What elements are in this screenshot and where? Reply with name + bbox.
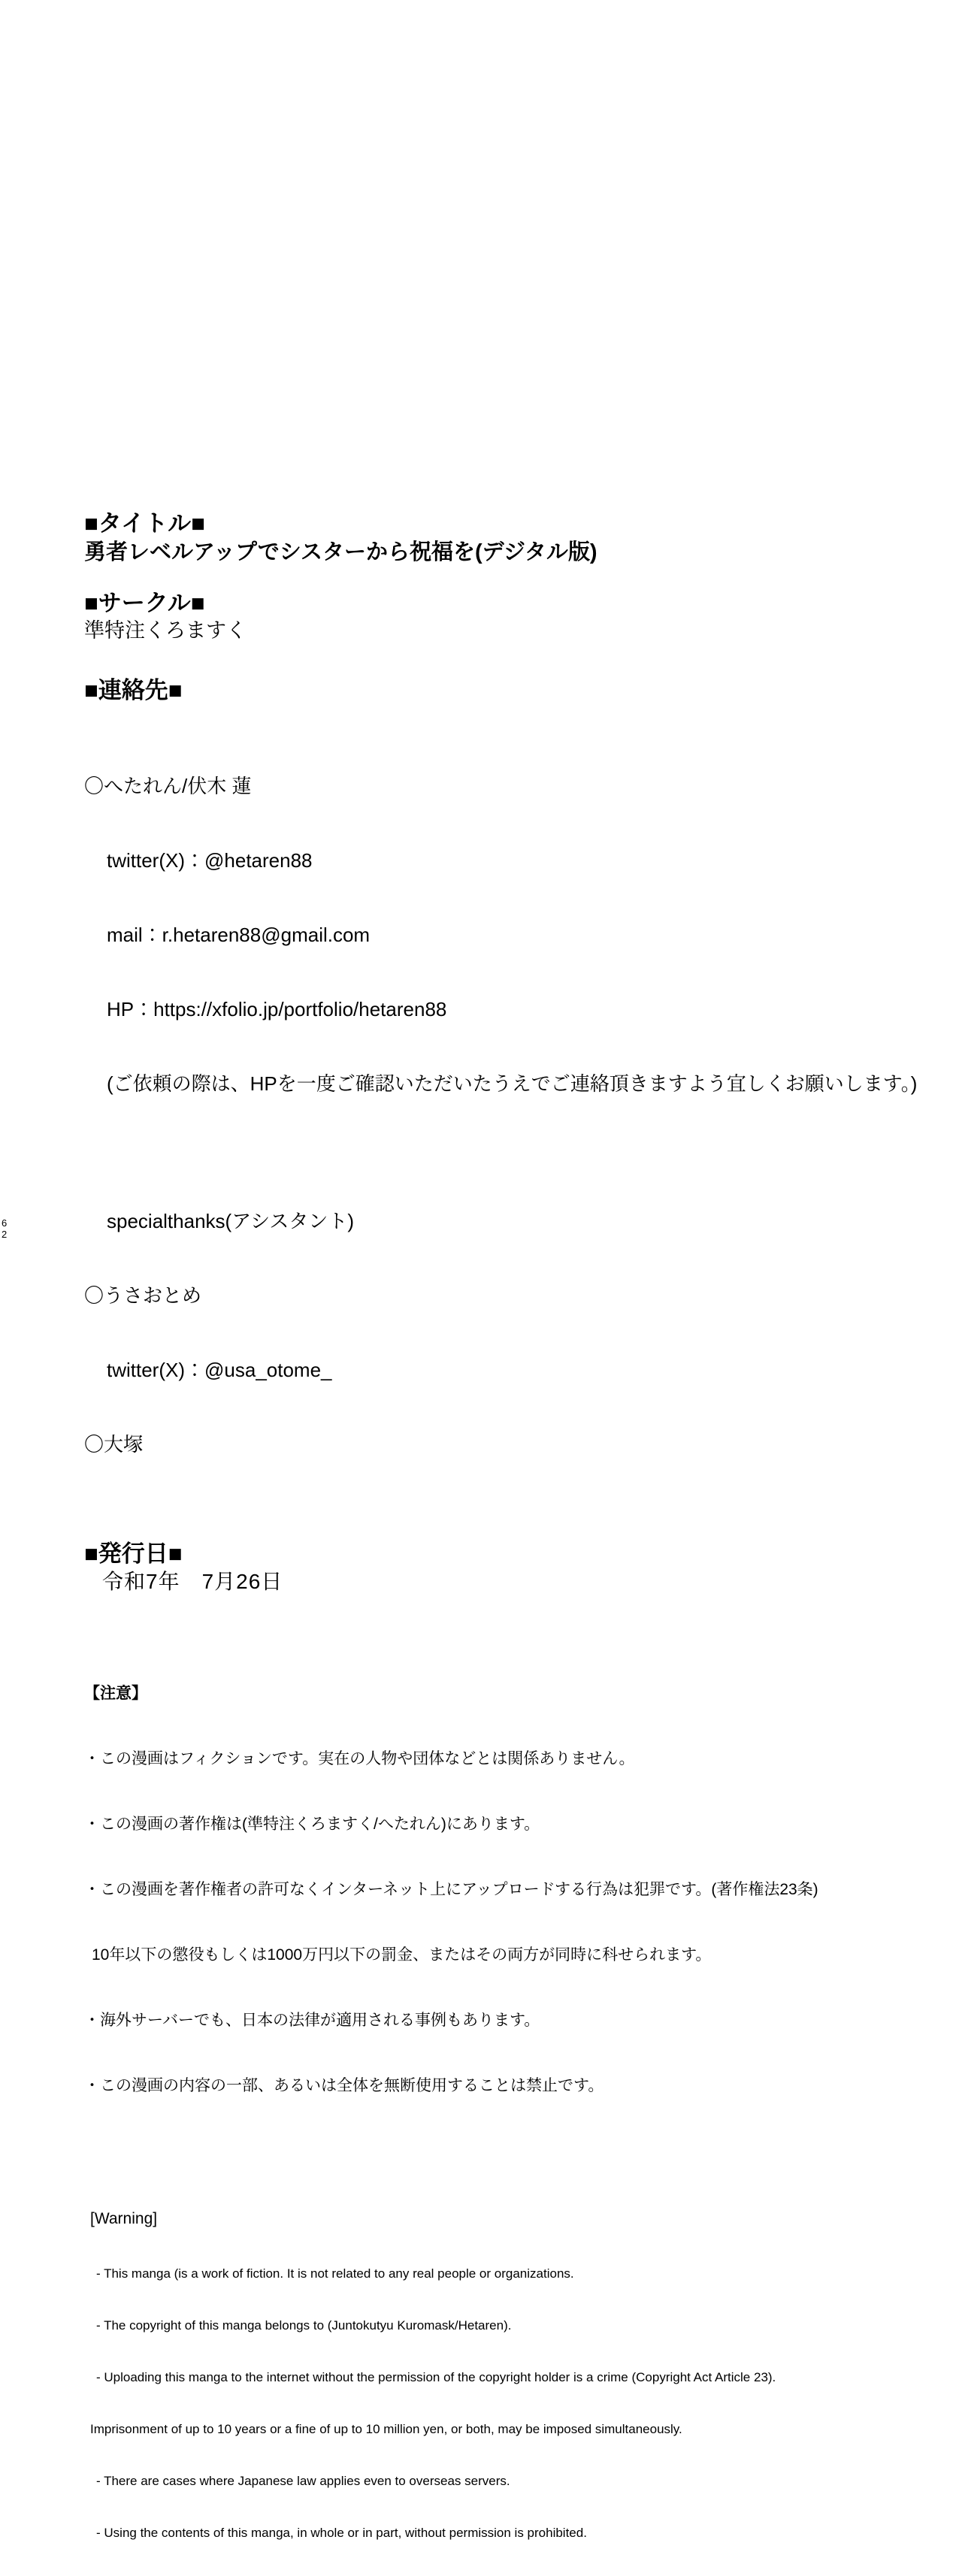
assistant-1-twitter: twitter(X)：@usa_otome_	[107, 1359, 332, 1381]
pubdate-section	[84, 1540, 881, 1595]
contact-section	[84, 676, 918, 1507]
contact-twitter: twitter(X)：@hetaren88	[107, 849, 313, 872]
notice-heading: 【注意】	[84, 1685, 147, 1702]
warning-line: - Using the contents of this manga, in whole or in part, without permission is prohibited.	[96, 2526, 587, 2540]
spacer-2	[84, 643, 881, 676]
warning-line: - The copyright of this manga belongs to (Juntokutyu Kuromask/Hetaren).	[96, 2318, 512, 2333]
contact-details	[84, 724, 918, 1507]
notice-section	[84, 1639, 881, 2140]
circle-section	[84, 589, 881, 643]
contact-mail: mail：r.hetaren88@gmail.com	[107, 924, 371, 946]
warning-line: - There are cases where Japanese law applies even to overseas servers.	[96, 2474, 510, 2488]
assistant-1: 〇うさおとめ	[84, 1284, 202, 1307]
notice-line: ・この漫画の内容の一部、あるいは全体を無断使用することは禁止です。	[84, 2077, 604, 2094]
warning-line: - This manga (is a work of fiction. It is not related to any real people or organizations.	[96, 2266, 574, 2281]
pubdate-value: 令和7年 7月26日	[102, 1570, 283, 1593]
notice-line: ・海外サーバーでも、日本の法律が適用される事例もあります。	[84, 2012, 540, 2029]
notice-line: 10年以下の懲役もしくは1000万円以下の罰金、またはその両方が同時に科せられます。	[92, 1946, 712, 1964]
notice-line: ・この漫画はフィクションです。実在の人物や団体などとは関係ありません。	[84, 1750, 635, 1767]
title-section	[84, 509, 881, 567]
spacer-3	[84, 1507, 881, 1540]
warning-section	[90, 2173, 881, 2576]
page-number	[2, 1217, 12, 1240]
page-number-digit-1: 6	[2, 1217, 8, 1229]
warning-line: - Uploading this manga to the internet without the permission of the copyright holder is a crime (Copyright Act Article 23).	[96, 2370, 776, 2384]
special-thanks-label: specialthanks(アシスタント)	[107, 1210, 355, 1232]
warning-heading: [Warning]	[90, 2210, 158, 2227]
contact-note: (ご依頼の際は、HPを一度ご確認いただいたうえでご連絡頂きますよう宜しくお願いします。)	[107, 1072, 918, 1095]
notice-line: ・この漫画の著作権は(準特注くろますく/へたれん)にあります。	[84, 1816, 540, 1833]
contact-heading: ■連絡先■	[84, 677, 183, 703]
circle-value: 準特注くろますく	[84, 619, 247, 642]
assistant-2: 〇大塚	[84, 1433, 144, 1456]
page-number-digit-2: 2	[2, 1229, 8, 1240]
warning-line: Imprisonment of up to 10 years or a fine of up to 10 million yen, or both, may be imposed simultaneously.	[90, 2422, 682, 2436]
notice-line: ・この漫画を著作権者の許可なくインターネット上にアップロードする行為は犯罪です。(著作権法23条)	[84, 1881, 818, 1898]
spacer-contact	[84, 1146, 881, 1160]
title-heading: ■タイトル■	[84, 510, 205, 537]
title-value: 勇者レベルアップでシスターから祝福を(デジタル版)	[84, 540, 597, 564]
contact-author: 〇へたれん/伏木 蓮	[84, 775, 252, 797]
colophon-content	[84, 509, 918, 2576]
spacer-1	[84, 567, 881, 589]
pubdate-heading: ■発行日■	[84, 1540, 183, 1567]
contact-homepage: HP：https://xfolio.jp/portfolio/hetaren88	[107, 998, 447, 1020]
circle-heading: ■サークル■	[84, 590, 205, 616]
